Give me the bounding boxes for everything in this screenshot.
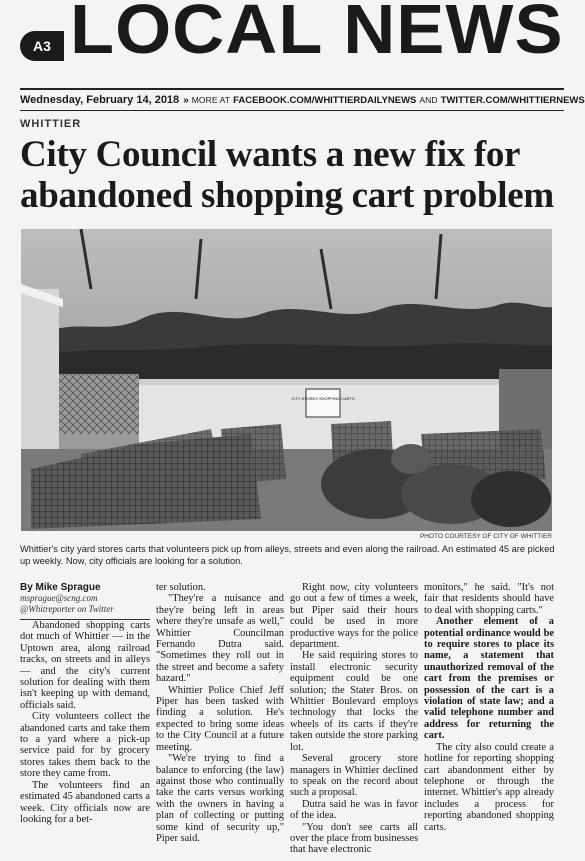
facebook-link[interactable]: FACEBOOK.COM/WHITTIERDAILYNEWS — [233, 94, 417, 106]
masthead-title: LOCAL NEWS — [70, 0, 564, 68]
byline-block — [20, 582, 150, 620]
yard-sign-text: CITY STORES SHOPPING CARTS — [291, 396, 355, 401]
article-photo — [21, 229, 552, 531]
article-paragraph-continued: monitors," he said. "It's not fair that residents should have to deal with shopping carts." — [424, 582, 554, 616]
masthead — [0, 0, 575, 88]
article-paragraph: The city also could create a hotline for reporting shopping cart abandonment either by telephone or through the internet. Whittier's app already includes a process for reporting abandoned shopping carts. — [424, 741, 554, 833]
headline: City Council wants a new fix for abandoned shopping cart problem — [20, 134, 554, 216]
publication-date: Wednesday, February 14, 2018 — [20, 94, 180, 106]
article-column-4 — [424, 582, 554, 833]
dateline — [20, 88, 585, 111]
more-at-label: MORE AT — [191, 95, 231, 105]
dateline-separator: » — [183, 94, 189, 106]
article-paragraph: Whittier Police Chief Jeff Piper has been tasked with finding a solution. He's expected to bring some ideas to the City Council at a future meeting. — [156, 684, 284, 753]
article-paragraph: The volunteers find an estimated 45 abandoned carts a week. City officials now are looking for a bet- — [20, 779, 150, 825]
article-column-1 — [20, 620, 150, 825]
photo-credit: PHOTO COURTESY OF CITY OF WHITTIER — [419, 533, 552, 540]
article-paragraph: Right now, city volunteers go out a few of times a week, but Piper said their hours could be used in more productive ways for the police department. — [290, 582, 418, 651]
article-paragraph: Another element of a potential ordinance would be to require stores to place its name, a statement that unauthorized removal of the cart from the premises or possession of the cart is a violation of state law; and a valid telephone number and address for returning the cart. — [424, 616, 554, 742]
byline-author: By Mike Sprague — [20, 582, 101, 593]
twitter-link[interactable]: TWITTER.COM/WHITTIERNEWS — [440, 94, 585, 106]
article-paragraph: Abandoned shopping carts dot much of Whittier — in the Uptown area, along railroad tracks, on streets and in alleys — and the city's current solution for dealing with them isn't keeping up with demand, officials said. — [20, 620, 150, 711]
article-paragraph: "We're trying to find a balance to enforcing (the law) against those who continually take the carts versus working with the owners in having a plan of collecting or putting some kind of security up," Piper said. — [156, 753, 284, 844]
author-twitter[interactable]: @Whitreporter on Twitter — [20, 604, 114, 614]
and-label: AND — [419, 95, 438, 105]
article-paragraph: Several grocery store managers in Whittier declined to speak on the record about such a proposal. — [290, 753, 418, 799]
article-column-3 — [290, 582, 418, 856]
cart-yard-image — [21, 229, 552, 531]
article-paragraph: "You don't see carts all over the place from businesses that have electronic — [290, 821, 418, 856]
article-paragraph-continued: ter solution. — [156, 582, 206, 593]
article-paragraph: He said requiring stores to install electronic security equipment could be one solution; the Stater Bros. on Whittier Boulevard employs technology that locks the wheels of its carts if they're taken outside the store parking lot. — [290, 650, 418, 753]
article-paragraph: Dutra said he was in favor of the idea. — [290, 798, 418, 822]
author-email[interactable]: msprague@scng.com — [20, 593, 98, 603]
article-column-2 — [156, 582, 284, 844]
article-paragraph: "They're a nuisance and they're being left in areas where they're unsafe as well," Whittier Councilman Fernando Dutra said. "Sometimes they roll out in the street and become a safety hazard." — [156, 593, 284, 685]
photo-caption: Whittier's city yard stores carts that volunteers pick up from alleys, streets and even along the railroad. An estimated 45 are picked up weekly. Now, city officials are looking for a solution. — [20, 544, 555, 566]
section-badge: A3 — [20, 31, 64, 61]
section-kicker: WHITTIER — [20, 118, 82, 130]
article-paragraph: City volunteers collect the abandoned carts and take them to a yard where a pick-up service paid for by grocery stores takes them back to the store they came from. — [20, 711, 150, 780]
